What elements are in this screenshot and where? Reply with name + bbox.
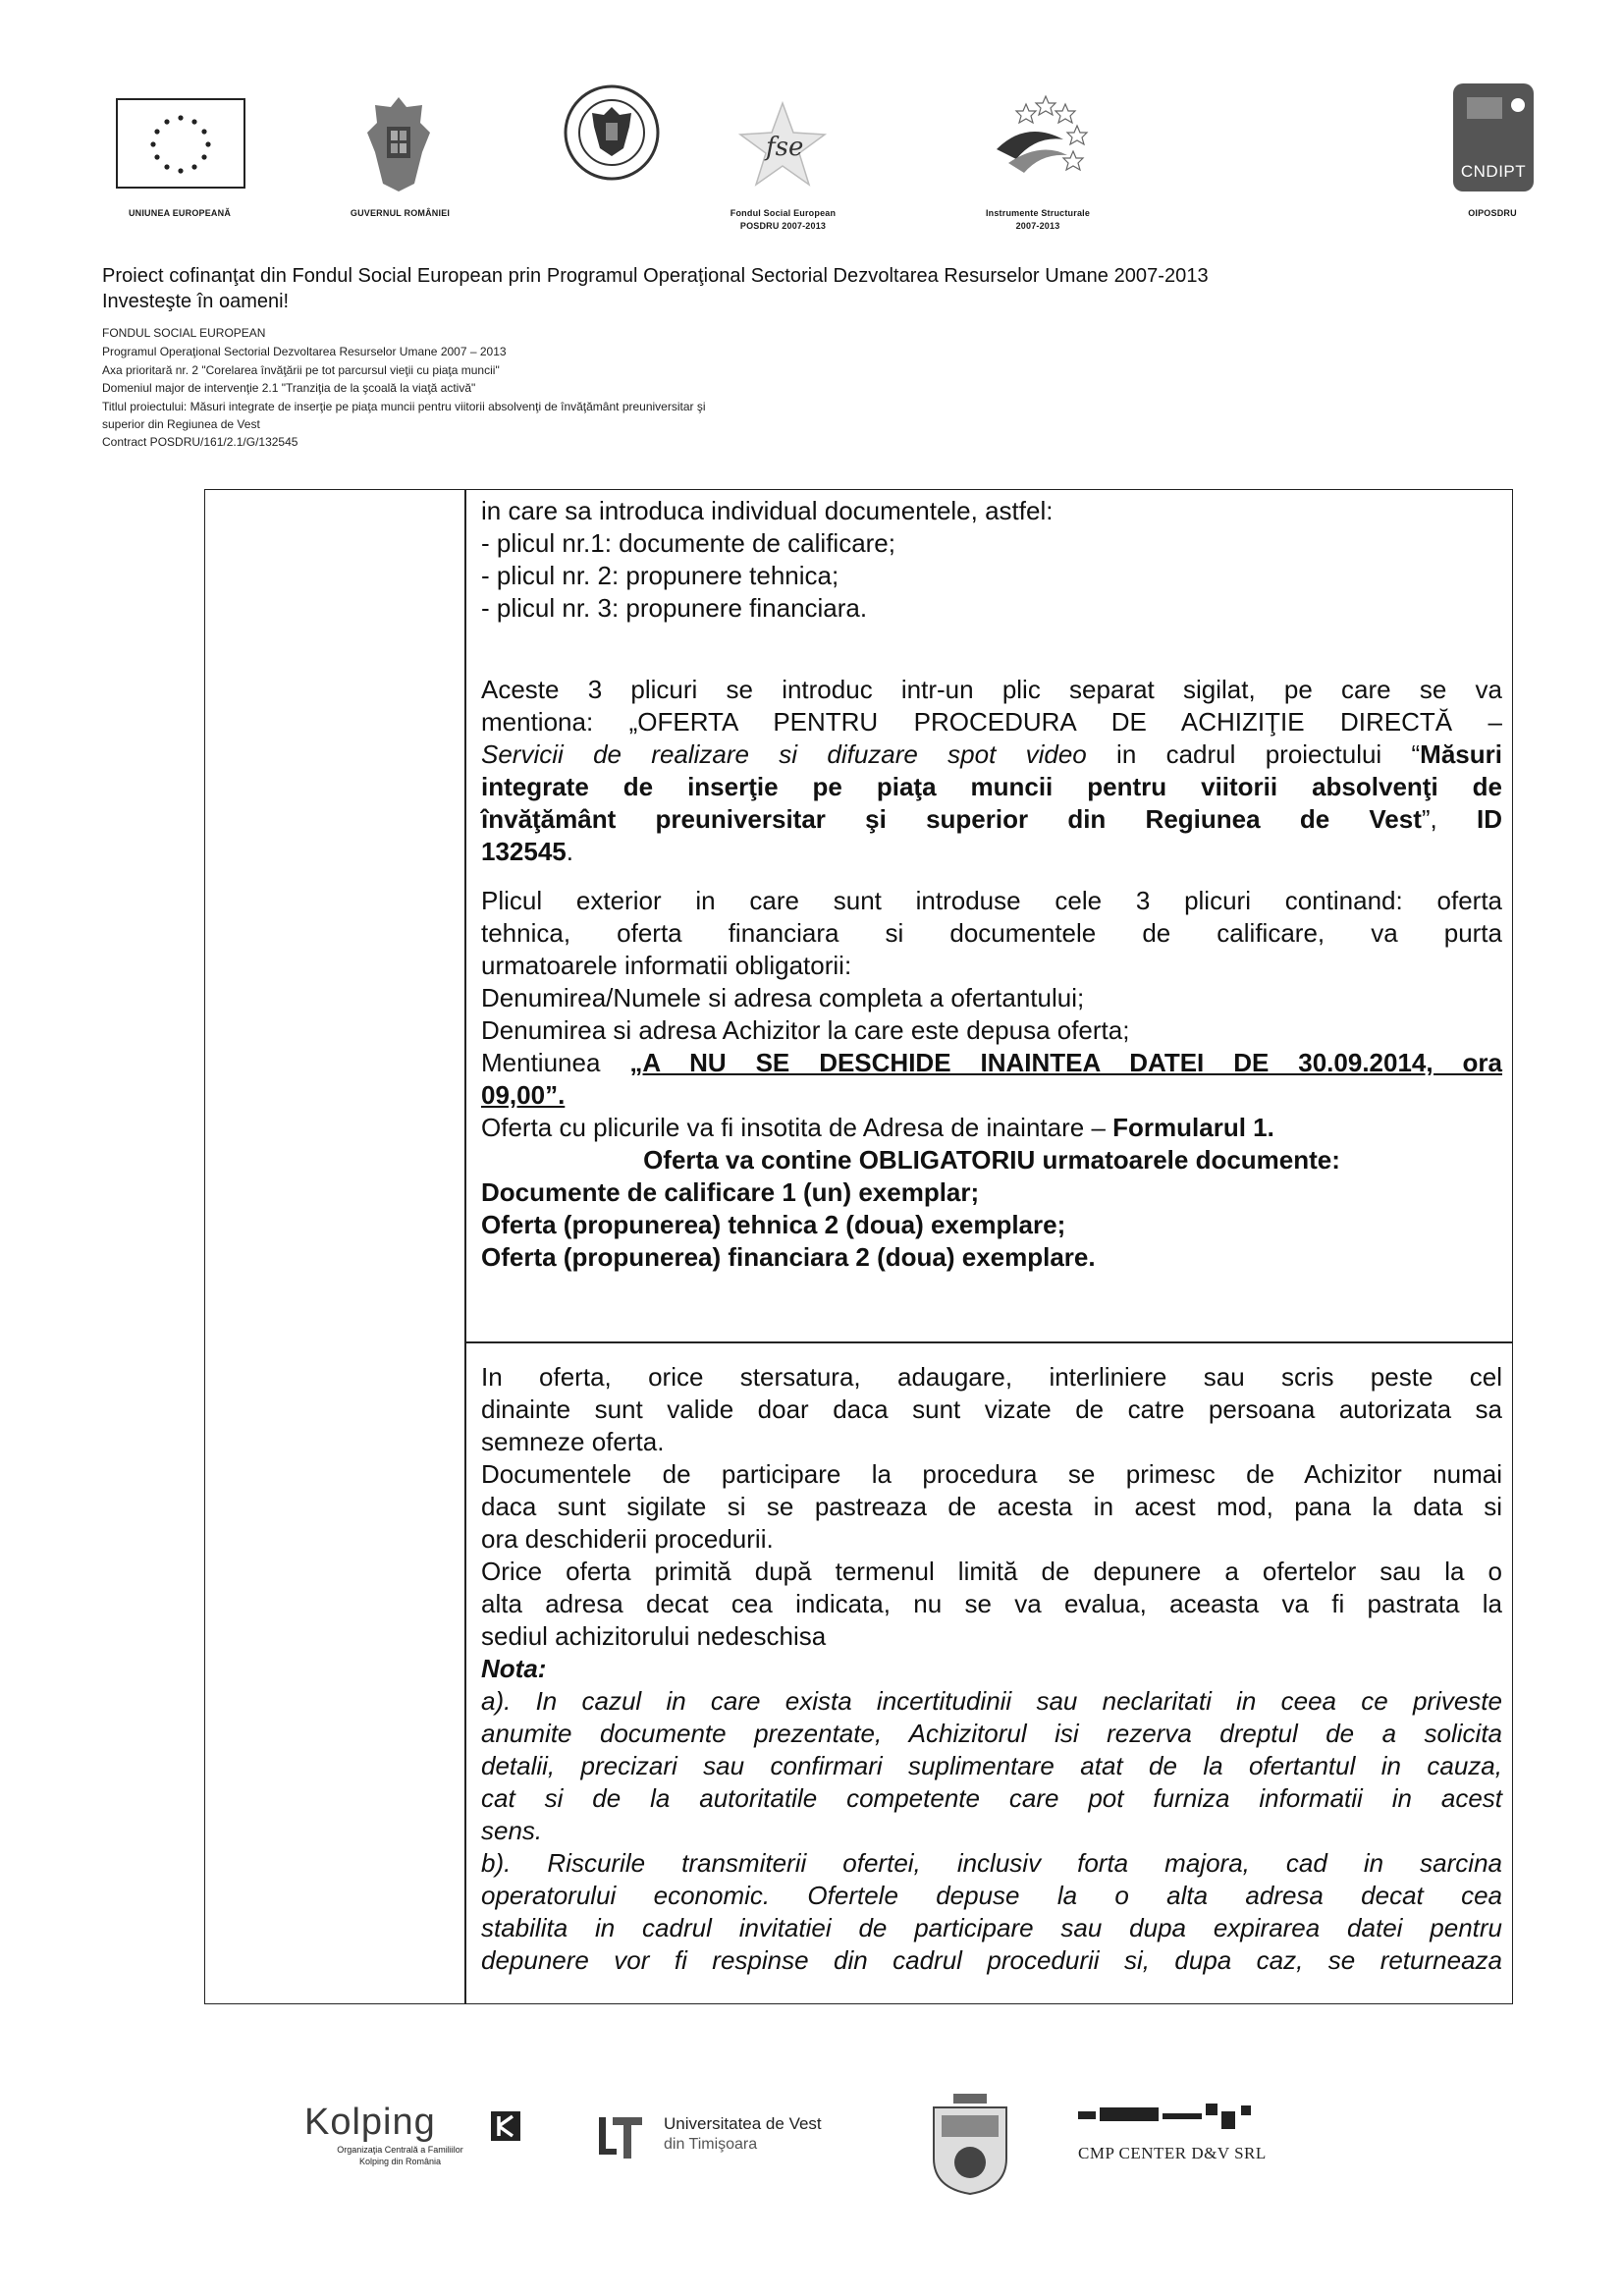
paragraph-line <box>481 1047 1502 1079</box>
mandatory-document-item: Oferta (propunerea) financiara 2 (doua) exemplare. <box>481 1242 1096 1272</box>
paragraph-line: sediul achizitorului nedeschisa <box>481 1621 827 1651</box>
project-title-bold: integrate de inserţie pe piaţa muncii pentru viitorii absolvenţi de <box>481 772 1502 801</box>
paragraph-line: Aceste 3 plicuri se introduc intr-un plic separat sigilat, pe care se va <box>481 675 1502 704</box>
text-run: . <box>566 837 573 866</box>
paragraph-line: urmatoarele informatii obligatorii: <box>481 951 852 980</box>
eu-flag-logo <box>116 98 245 189</box>
mandatory-documents-heading: Oferta va contine OBLIGATORIU urmatoarele documente: <box>643 1145 1340 1175</box>
fse-label-2: POSDRU 2007-2013 <box>739 221 827 231</box>
header-programme: Programul Operaţional Sectorial Dezvoltarea Resurselor Umane 2007 – 2013 <box>102 345 507 358</box>
paragraph-line: alta adresa decat cea indicata, nu se va evalua, aceasta va fi pastrata la <box>481 1589 1502 1618</box>
invest-in-people-slogan: Investeşte în oameni! <box>102 291 290 312</box>
header-contract-number: Contract POSDRU/161/2.1/G/132545 <box>102 435 298 449</box>
project-cofinancing-line: Proiect cofinanţat din Fondul Social European prin Programul Operaţional Sectorial Dezvoltarea Resurselor Umane 2007-2013 <box>102 265 1209 287</box>
structural-label-1: Instrumente Structurale <box>985 208 1091 218</box>
header-priority-axis: Axa prioritară nr. 2 "Corelarea învăţării pe tot parcursul vieţii cu piaţa muncii" <box>102 363 500 377</box>
paragraph-line <box>481 803 1502 836</box>
project-id-label: ID <box>1477 804 1503 834</box>
sealed-envelope-paragraph <box>481 674 1502 868</box>
outer-envelope-paragraph <box>481 885 1502 1274</box>
nota-a-line: cat si de la autoritatile competente care pot furniza informatii in acest <box>481 1783 1502 1813</box>
paragraph-line: In oferta, orice stersatura, adaugare, interliniere sau scris peste cel <box>481 1362 1502 1392</box>
envelopes-intro: in care sa introduca individual documentele, astfel: <box>481 496 1054 525</box>
paragraph-line: tehnica, oferta financiara si documentele de calificare, va purta <box>481 918 1502 948</box>
form-reference: Formularul 1. <box>1112 1113 1274 1142</box>
project-title-bold: învăţământ preuniversitar şi superior din Regiunea de Vest <box>481 804 1422 834</box>
nota-b-line: depunere vor fi respinse din cadrul procedurii si, dupa caz, se returneaza <box>481 1945 1502 1975</box>
romania-seal-icon <box>563 83 661 182</box>
do-not-open-notice: „A NU SE DESCHIDE INAINTEA DATEI DE 30.09.2014, ora <box>629 1048 1502 1077</box>
project-title-bold: Măsuri <box>1420 739 1502 769</box>
paragraph-line: Documentele de participare la procedura se primesc de Achizitor numai <box>481 1459 1502 1489</box>
text-run: Oferta cu plicurile va fi insotita de Adresa de inaintare – <box>481 1113 1113 1142</box>
table-cell-lower <box>481 1361 1502 1977</box>
nota-a-line: anumite documente prezentate, Achizitorul isi rezerva dreptul de a solicita <box>481 1719 1502 1748</box>
header-fund-name: FONDUL SOCIAL EUROPEAN <box>102 326 266 340</box>
table-row-divider <box>464 1341 1513 1343</box>
uvt-subtitle: din Timişoara <box>664 2136 758 2153</box>
envelope-1-line: - plicul nr.1: documente de calificare; <box>481 528 895 558</box>
do-not-open-notice: 09,00”. <box>481 1080 566 1110</box>
paragraph-line: mentiona: „OFERTA PENTRU PROCEDURA DE ACHIZIŢIE DIRECTĂ – <box>481 707 1502 737</box>
paragraph-line <box>481 836 1502 868</box>
kolping-logo-text: Kolping <box>304 2102 436 2143</box>
envelope-3-line: - plicul nr. 3: propunere financiara. <box>481 593 868 623</box>
nota-a-line: sens. <box>481 1816 543 1845</box>
kolping-subtitle-2: Kolping din România <box>358 2157 442 2166</box>
mandatory-document-item: Oferta (propunerea) tehnica 2 (doua) exemplare; <box>481 1210 1066 1239</box>
structural-instruments-logo <box>987 90 1090 189</box>
fse-label-1: Fondul Social European <box>730 208 837 218</box>
text-run: in cadrul proiectului “ <box>1086 739 1421 769</box>
paragraph-line: Plicul exterior in care sunt introduse cele 3 plicuri continand: oferta <box>481 886 1502 915</box>
header-project-title: Titlul proiectului: Măsuri integrate de inserţie pe piaţa muncii pentru viitorii absolvenţi de învăţământ preuniversitar şi <box>102 400 706 413</box>
table-column-divider <box>464 489 466 2004</box>
paragraph-line: semneze oferta. <box>481 1427 665 1456</box>
cndipt-text: CNDIPT <box>1460 162 1527 181</box>
nota-a-line: a). In cazul in care exista incertitudinii sau neclaritati in ceea ce priveste <box>481 1686 1502 1716</box>
paragraph-line: daca sunt sigilate si se pastreaza de acesta in acest mod, pana la data si <box>481 1492 1502 1521</box>
fse-star-logo <box>736 98 830 191</box>
text-run: ”, <box>1421 804 1478 834</box>
kolping-k-icon <box>491 2111 520 2141</box>
uvt-name: Universitatea de Vest <box>664 2114 822 2133</box>
cndipt-logo <box>1453 83 1534 191</box>
cmp-logo-bars <box>1078 2102 1284 2129</box>
paragraph-line: dinainte sunt valide doar daca sunt vizate de catre persoana autorizata sa <box>481 1394 1502 1424</box>
oiposdru-label: OIPOSDRU <box>1468 208 1517 218</box>
envelope-2-line: - plicul nr. 2: propunere tehnica; <box>481 561 839 590</box>
header-project-title-cont: superior din Regiunea de Vest <box>102 417 260 431</box>
fse-mark: fse <box>766 133 804 162</box>
text-run: Mentiunea <box>481 1048 630 1077</box>
government-label: GUVERNUL ROMÂNIEI <box>350 208 451 218</box>
service-name: Servicii de realizare si difuzare spot video <box>481 739 1087 769</box>
nota-b-line: b). Riscurile transmiterii ofertei, inclusiv forta majora, cad in sarcina <box>481 1848 1502 1878</box>
nota-b-line: stabilita in cadrul invitatiei de participare sau dupa expirarea datei pentru <box>481 1913 1502 1942</box>
table-cell-upper <box>481 495 1502 625</box>
eu-label: UNIUNEA EUROPEANĂ <box>128 208 232 218</box>
paragraph-line: ora deschiderii procedurii. <box>481 1524 774 1554</box>
nota-b-line: operatorului economic. Ofertele depuse la o alta adresa decat cea <box>481 1881 1502 1910</box>
project-id-value: 132545 <box>481 837 567 866</box>
structural-label-2: 2007-2013 <box>1015 221 1060 231</box>
paragraph-line <box>481 738 1502 771</box>
paragraph-line: Denumirea/Numele si adresa completa a ofertantului; <box>481 983 1085 1012</box>
municipal-crest-icon <box>926 2090 1014 2198</box>
paragraph-line <box>481 1079 1502 1112</box>
government-crest-icon <box>363 93 434 196</box>
kolping-subtitle-1: Organizaţia Centrală a Familiilor <box>337 2145 463 2155</box>
paragraph-line <box>481 1112 1502 1144</box>
cmp-company-name: CMP CENTER D&V SRL <box>1078 2144 1267 2162</box>
paragraph-line: Denumirea si adresa Achizitor la care este depusa oferta; <box>481 1015 1130 1045</box>
uvt-logo-icon <box>595 2111 646 2162</box>
nota-heading: Nota: <box>481 1654 547 1683</box>
paragraph-line: Orice oferta primită după termenul limită de depunere a ofertelor sau la o <box>481 1557 1502 1586</box>
header-intervention-domain: Domeniul major de intervenţie 2.1 "Tranziţia de la şcoală la viaţă activă" <box>102 381 476 395</box>
mandatory-document-item: Documente de calificare 1 (un) exemplar; <box>481 1177 980 1207</box>
nota-a-line: detalii, precizari sau confirmari suplimentare atat de la ofertantul in cauza, <box>481 1751 1502 1780</box>
